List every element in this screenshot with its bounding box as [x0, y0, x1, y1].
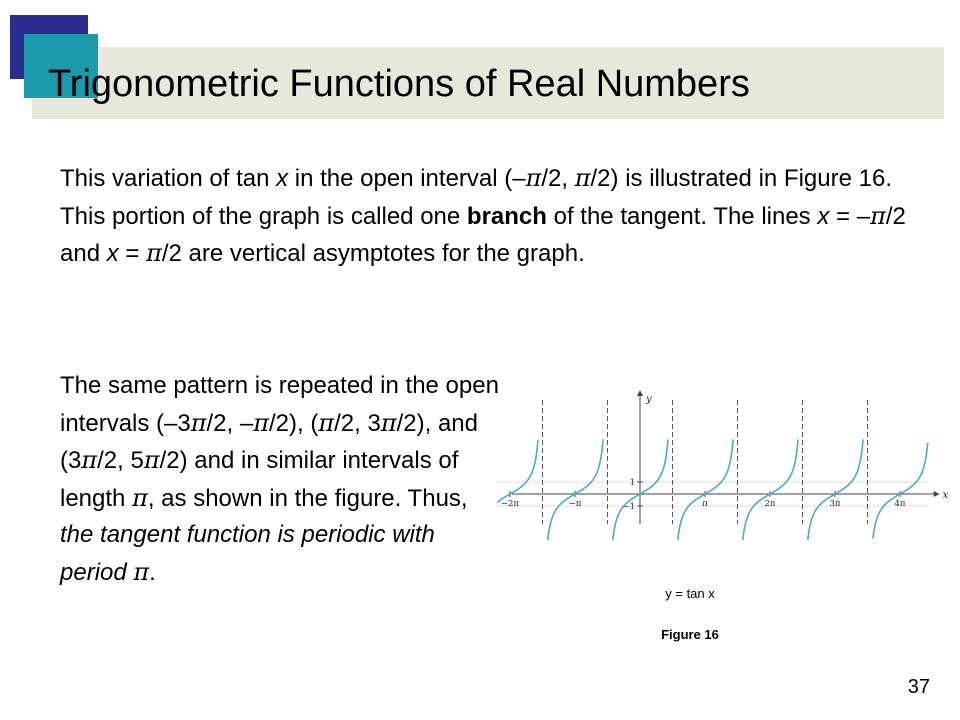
x-tick-label: π — [702, 499, 708, 509]
y-tick-label: 1 — [629, 478, 635, 488]
x-axis-arrow — [934, 491, 940, 497]
tangent-branch-curve — [497, 440, 538, 502]
x-tick-label: 2π — [764, 499, 776, 509]
tangent-graph — [500, 388, 949, 528]
paragraph-tangent-branch: This variation of tan x in the open interval (–π/2, π/2) is illustrated in Figure 16. This portion of the graph is called one branch of the tangent. The lines x = –π/2 and x = π/2 are vertical asymptotes for the graph. — [60, 164, 906, 267]
term-branch: branch — [466, 202, 547, 230]
slide-title: Trigonometric Functions of Real Numbers — [48, 63, 750, 105]
y-tick-label: −1 — [622, 502, 635, 512]
y-axis-label: y — [646, 394, 652, 405]
tangent-branch-curve — [548, 439, 603, 540]
paragraph-periodicity: The same pattern is repeated in the open intervals (–3π/2, –π/2), (π/2, 3π/2), and (3π/2, 5π/2) and in similar intervals of length π, as shown in the figure. Thus, the tangent function is periodic with period π. — [60, 372, 499, 586]
x-tick-label: 3π — [829, 499, 841, 509]
x-tick-label: −π — [568, 499, 582, 509]
tangent-branch-curve — [873, 443, 928, 539]
x-axis-label: x — [942, 490, 949, 501]
x-tick-label: −2π — [500, 499, 520, 509]
y-axis-arrow — [637, 390, 643, 396]
figure-caption: Figure 16 — [661, 627, 719, 642]
tangent-branch-curve — [808, 439, 863, 540]
x-tick-label: 4π — [894, 499, 906, 509]
figure-equation: y = tan x — [665, 586, 715, 601]
page-number: 37 — [907, 676, 930, 698]
tangent-branch-curve — [678, 439, 733, 540]
tangent-branch-curve — [743, 439, 798, 540]
